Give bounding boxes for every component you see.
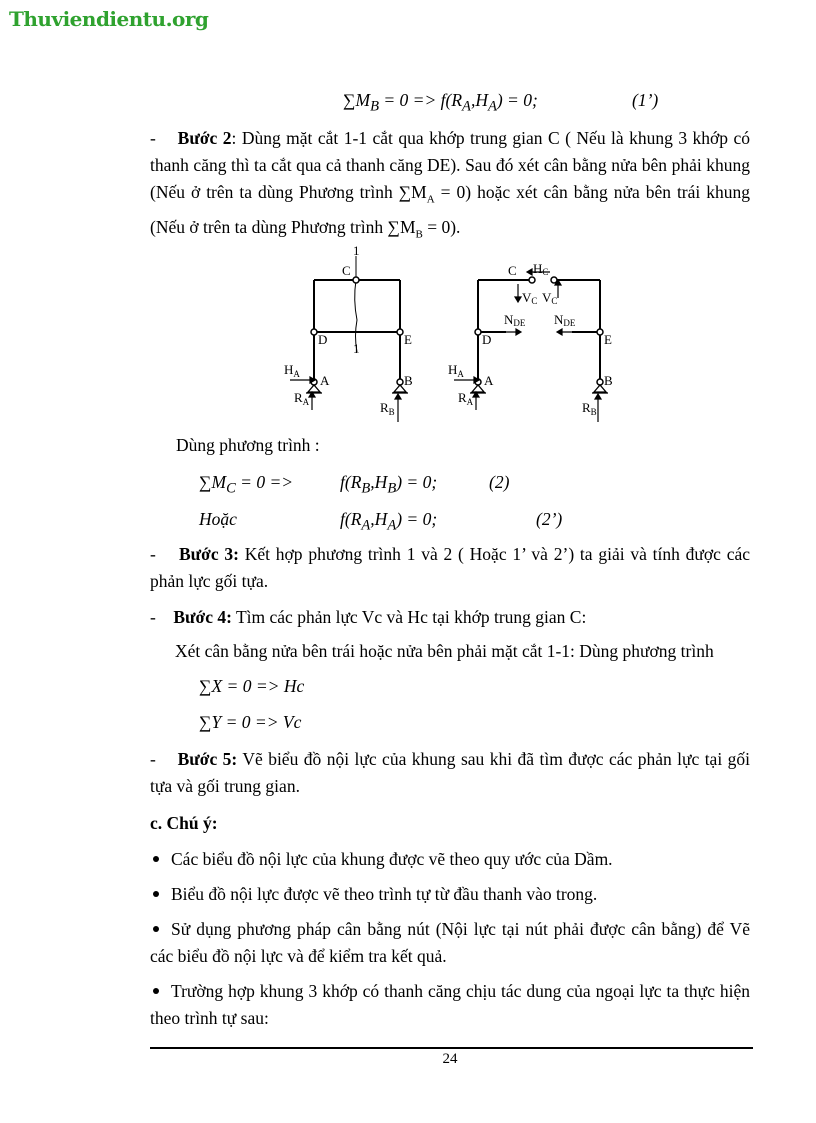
equation-x: ∑X = 0 => Hc [199, 676, 305, 696]
svg-text:E: E [404, 332, 412, 347]
svg-text:B: B [604, 373, 613, 388]
svg-text:C: C [508, 263, 517, 278]
svg-text:D: D [318, 332, 328, 347]
bullet-item: Các biểu đồ nội lực của khung được vẽ theo quy ước của Dầm. [150, 846, 750, 873]
bullet-icon [153, 926, 159, 932]
svg-text:HA: $H_A$ [448, 362, 464, 379]
equation-2b-lhs: Hoặc [199, 509, 237, 529]
svg-text:VC: VC [522, 290, 538, 306]
equation-2-rhs: $f(R_B,H_B) = 0$; [340, 472, 438, 497]
svg-text:E: E [604, 332, 612, 347]
svg-text:RA: $R_A$ [458, 390, 474, 407]
bullet-icon [153, 856, 159, 862]
bullet-icon [153, 988, 159, 994]
bullet-icon [153, 891, 159, 897]
frame-diagram [270, 240, 630, 430]
bullet-item: Trường hợp khung 3 khớp có thanh căng chịu tác dung của ngoại lực ta thực hiện theo trình tự sau: [150, 981, 750, 1028]
note-title: c. Chú ý: [150, 813, 218, 833]
step-3-paragraph: - Bước 3: Kết hợp phương trình 1 và 2 ( Hoặc 1’ và 2’) ta giải và tính được các phản lực gối tựa. [150, 544, 751, 591]
cut-label-bottom: 1 [353, 341, 360, 356]
svg-text:RB: $R_B$ [380, 400, 395, 417]
bullet-item: Sử dụng phương pháp cân bằng nút (Nội lực tại nút phải được cân bằng) để Vẽ các biểu đồ nội lực và để kiểm tra kết quả. [150, 919, 750, 966]
svg-text:A: A [484, 373, 494, 388]
page-number: 24 [442, 1051, 458, 1067]
bullet-item: Biểu đồ nội lực được vẽ theo trình tự từ đầu thanh vào trong. [150, 881, 750, 908]
step-4-paragraph: - Bước 4: Tìm các phản lực Vc và Hc tại khớp trung gian C: [150, 607, 587, 627]
svg-text:RB: $R_B$ [582, 400, 597, 417]
use-equation-label: Dùng phương trình : [176, 435, 320, 455]
svg-text:C: C [342, 263, 351, 278]
svg-text:VC: VC [542, 290, 558, 306]
cut-label-top: 1 [353, 243, 360, 258]
svg-text:HC: HC [533, 261, 549, 277]
equation-1-prime-number: (1’) [632, 90, 659, 110]
svg-text:NDE: NDE [554, 312, 576, 328]
equation-1-prime: $\sum M_B = 0 => f(R_A,H_A) = 0$; [343, 90, 538, 115]
step-5-paragraph: - Bước 5: Vẽ biểu đồ nội lực của khung sau khi đã tìm được các phản lực tại gối tựa và gối trung gian. [150, 749, 750, 796]
svg-text:RA: $R_A$ [294, 390, 310, 407]
footer-rule [150, 1047, 753, 1049]
equation-2-lhs: $\sum M_C = 0$ => [199, 472, 294, 497]
svg-text:D: D [482, 332, 492, 347]
svg-text:NDE: NDE [504, 312, 526, 328]
svg-text:A: A [320, 373, 330, 388]
svg-text:HA: $H_A$ [284, 362, 300, 379]
site-logo[interactable]: Thuviendientu.org [9, 7, 209, 31]
step-2-paragraph: - Bước 2: Dùng mặt cắt 1-1 cắt qua khớp trung gian C ( Nếu là khung 3 khớp có thanh căng thì ta cắt qua cả thanh căng DE). Sau đó xét cân bằng nửa bên phải khung (Nếu ở trên ta dùng Phương trình $\sum M_A = 0$) hoặc xét cân bằng nửa bên trái khung (Nếu ở trên ta dùng Phương trình $\sum M_B = 0$). [150, 128, 750, 240]
step-4-detail: Xét cân bằng nửa bên trái hoặc nửa bên phải mặt cắt 1-1: Dùng phương trình [175, 641, 714, 661]
equation-2b-rhs: $f(R_A,H_A) = 0$; [340, 509, 438, 534]
equation-2-number: (2) [489, 472, 510, 492]
equation-y: ∑Y = 0 => Vc [199, 712, 302, 732]
equation-2b-number: (2’) [536, 509, 563, 529]
svg-text:B: B [404, 373, 413, 388]
